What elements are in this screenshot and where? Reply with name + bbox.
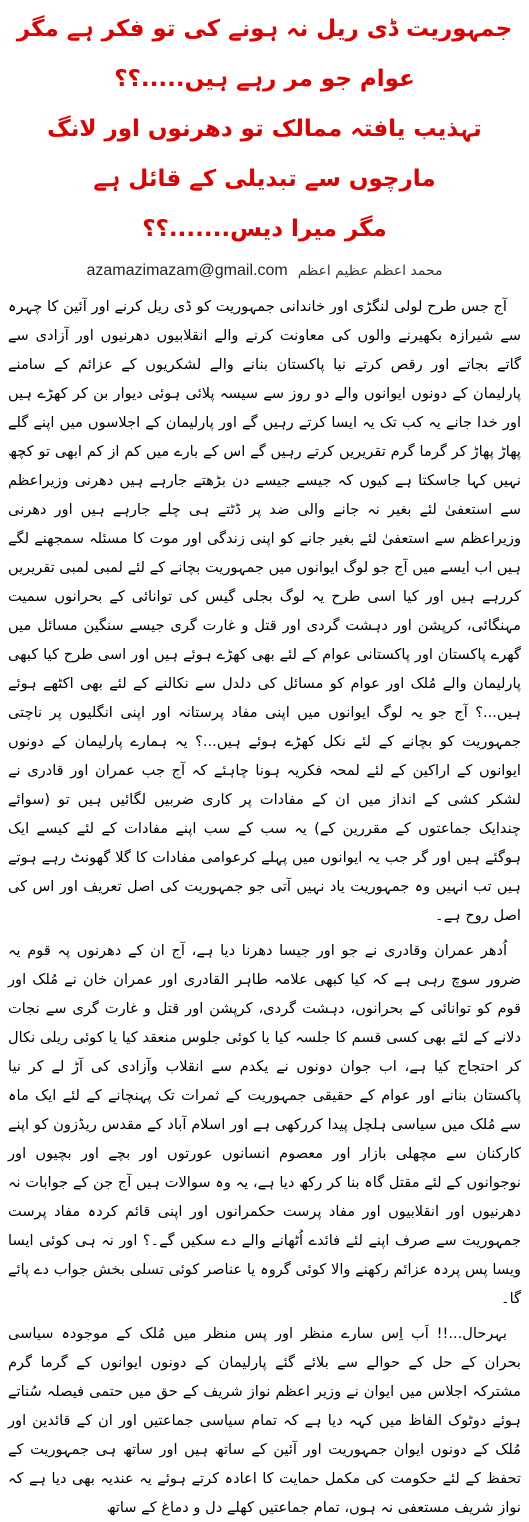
headline-line-3: مگر میرا دیس.......؟؟ xyxy=(142,216,387,242)
byline xyxy=(6,254,523,288)
headline xyxy=(6,4,523,254)
paragraph: اُدھر عمران وقادری نے جو اور جیسا دھرنا دیا ہے، آج ان کے دھرنوں پہ قوم یہ ضرور سوچ رہی ہے کہ کیا کبھی علامہ طاہر القادری اور عمران خان نے مُلک اور قوم کو توانائی کے بحرانوں، دہشت گردی، کرپشن اور قتل و غارت گری سے نجات دلانے کے لئے بھی کسی قسم کا جلسہ کیا یا کوئی جلوس منعقد کیا یا کوئی ریلی نکال کر احتجاج کیا ہے، اب جوان دونوں نے یکدم سے انقلاب وآزادی کی آڑ لے کر نیا پاکستان بنانے اور عوام کے حقیقی جمہوریت کے ثمرات تک پہنچانے کے لئے ایک ماہ سے مُلک میں سیاسی ہلچل پیدا کررکھی ہے اور اسلام آباد کے مقدس ریڈزون کو اپنے کارکنان سے مچھلی بازار اور معصوم انسانوں عورتوں اور بچے اور بچیوں اور نوجوانوں کے لئے مقتل گاہ بنا کر رکھ دیا ہے، یہ وہ سوالات ہیں آج جن کے جوابات نہ دھرنیوں اور انقلابیوں اور مفاد پرست حکمرانوں اور اپنی قائم کردہ مفاد پرست جمہوریت سے صرف اپنے لئے فائدے اُٹھانے والے دے سکیں گے۔؟ اور نہ ہی کوئی ایسا ویسا پس پردہ عزائم رکھنے والا کوئی گروہ یا عناصر کوئی تسلی بخش جواب دے پائے گا۔ xyxy=(8,942,521,1307)
paragraph: آج جس طرح لولی لنگڑی اور خاندانی جمہوریت کو ڈی ریل کرنے اور آئین کا چہرہ سے شیرازہ بکھیرنے والوں کی معاونت کرنے والے انقلابیوں دھرنیوں اور آزادی سے گاتے بجاتے اور رقص کرتے نیا پاکستان بنانے والے لشکریوں کے عزائم کے سامنے پارلیمان کے دونوں ایوانوں والے دو روز سے سیسہ پلائی ہوئی دیوار بن کر کھڑے ہیں اور خدا جانے یہ کب تک یہ ایسا کرتے رہیں گے اور پارلیمان کے اجلاسوں میں اپنے گلے پھاڑ پھاڑ کر گرما گرم تقریریں کرتے رہیں گے اس کے بارے میں کم از کم ابھی تو کچھ نہیں کہا جاسکتا ہے کیوں کہ جیسے جیسے دن بڑھتے جارہے ہیں دھرنی وزیراعظم سے استعفیٰ لئے بغیر نہ جانے والی ضد پر ڈٹتے ہی چلے جارہے ہیں اور دھرنی وزیراعظم سے استعفیٰ لئے بغیر جانے کو اپنی زندگی اور موت کا مسئلہ سمجھنے لگے ہیں اب ایسے میں آج جو لوگ ایوانوں میں جمہوریت بچانے کے لئے لمبی لمبی تقریریں کررہے ہیں اور کیا اسی طرح یہ لوگ بجلی گیس کی توانائی کے بحرانوں سمیت مہنگائی، کرپشن اور دہشت گردی اور قتل و غارت گری جیسے سنگین مسائل میں گھرے پاکستان اور پاکستانی عوام کے لئے بھی کھڑے ہوئے ہیں اور اسی طرح کیا کبھی پارلیمان والے مُلک اور عوام کو مسائل کی دلدل سے نکالنے کے لئے بھی اکٹھے ہوئے ہیں...؟ آج جو یہ لوگ ایوانوں میں اپنی مفاد پرستانہ اور اپنی انگلیوں پر ناچتی جمہوریت کو بچانے کے لئے نکل کھڑے ہوئے ہیں...؟ یہ ہمارے پارلیمان کے دونوں ایوانوں کے اراکین کے لئے لمحہ فکریہ ہونا چاہئے کہ آج جب عمران اور قادری نے لشکر کشی کے انداز میں ان کے مفادات پر کاری ضربیں لگائیں ہیں تو (سوائے چندایک جماعتوں کے مقررین کے) یہ سب کے سب اپنے مفادات کے لئے کیسے ایک ہوگئے ہیں اور گر جب یہ ایوانوں میں پہلے کرعوامی مفادات کا گلا گھونٹ رہے ہوتے ہیں تب انہیں وہ جمہوریت یاد نہیں آتی جو جمہوریت کی اصل تعریف اور اس کی اصل روح ہے۔ xyxy=(7,298,521,924)
article-page xyxy=(0,4,529,1516)
paragraph: بہرحال...!! اَب اِس سارے منظر اور پس منظر میں مُلک کے موجودہ سیاسی بحران کے حل کے حوالے سے بلائے گئے پارلیمان کے دونوں ایوانوں کے گرما گرم مشترکہ اجلاس میں ایوان نے وزیر اعظم نواز شریف کے حق میں حتمی فیصلہ سُناتے ہوئے دوٹوک الفاظ میں کہہ دیا ہے کہ تمام سیاسی جماعتیں اور ان کے قائدین اور مُلک کے دونوں ایوان جمہوریت اور آئین کے ساتھ ہیں اور ساتھ ہی جمہوریت کے تحفظ کے لئے حکومت کی مکمل حمایت کا اعادہ کرتے ہوئے یہ عندیہ بھی دیا ہے کہ نواز شریف مستعفی نہ ہوں، تمام جماعتیں کھلے دل و دماغ کے ساتھ xyxy=(8,1325,521,1516)
headline-line-1: جمہوریت ڈی ریل نہ ہونے کی تو فکر ہے مگر عوام جو مر رہے ہیں.....؟؟ xyxy=(16,16,513,92)
headline-line-2: تہذیب یافتہ ممالک تو دھرنوں اور لانگ مارچوں سے تبدیلی کے قائل ہے xyxy=(47,116,482,192)
author-name: محمد اعظم عظیم اعظم xyxy=(297,263,443,279)
article-body xyxy=(8,292,521,1522)
author-email: azamazimazam@gmail.com xyxy=(86,262,288,279)
